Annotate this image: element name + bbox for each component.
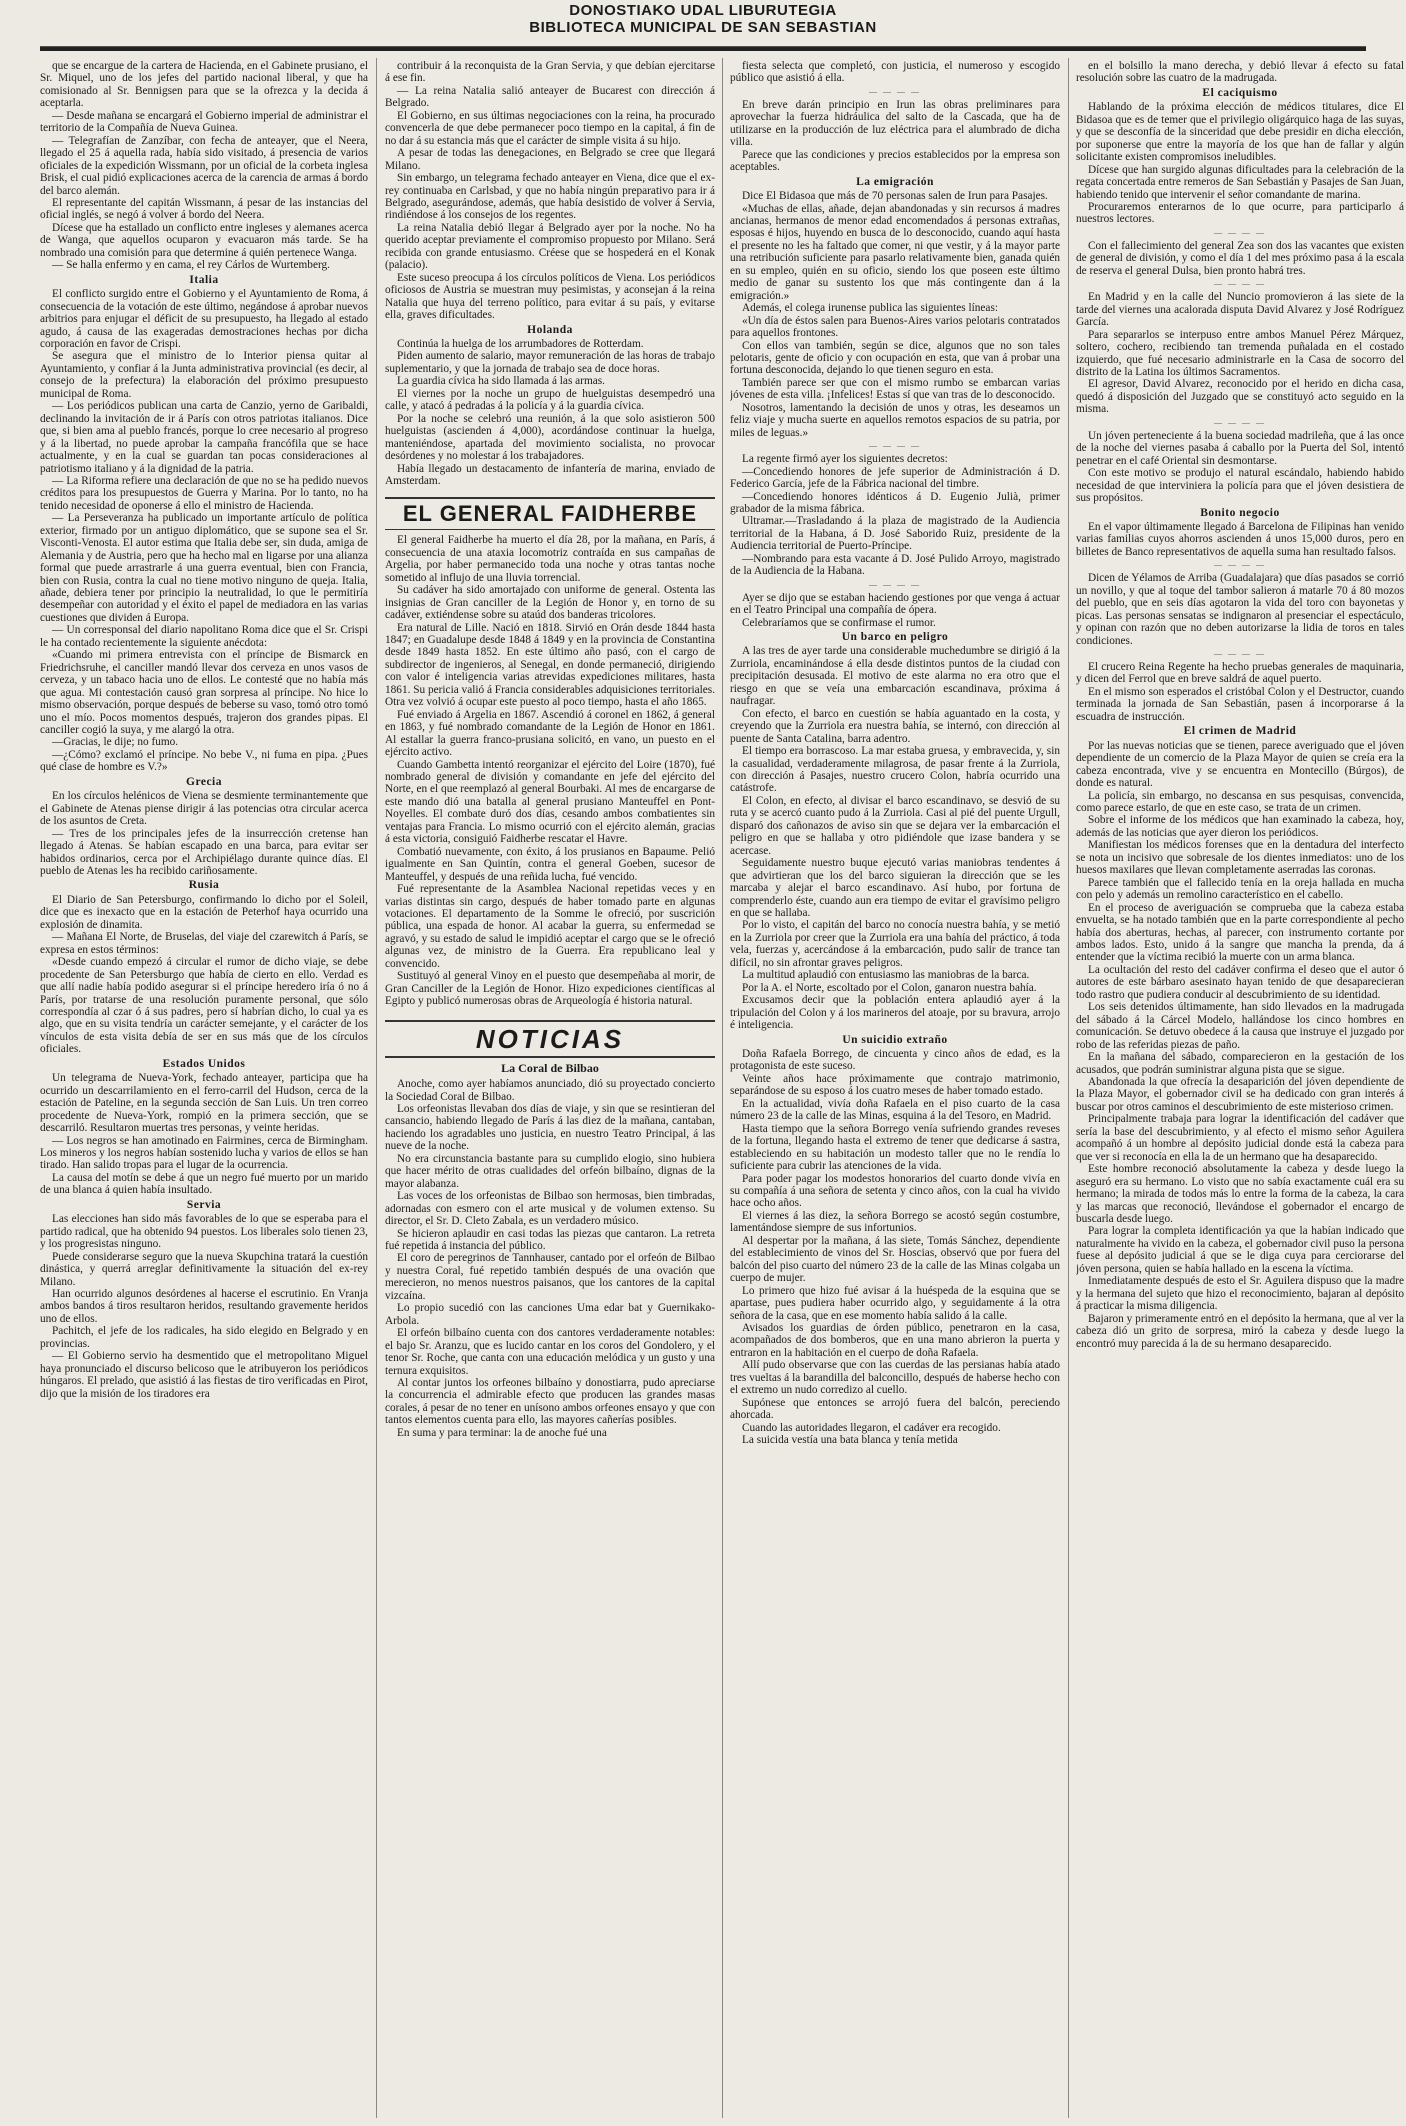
article-paragraph: El Gobierno, en sus últimas negociaciones con la reina, ha procurado convencerla de que debe permanecer poco tiempo en la capital, á fin de no dar á su estancia más que el carácter de simple visita á su hijo. bbox=[385, 109, 715, 147]
article-paragraph: Este suceso preocupa á los círculos políticos de Viena. Los periódicos oficiosos de Austria se muestran muy pesimistas, y aconsejan á la reina Natalia que huya del terreno político, para evitar á su país, y evitarse ella, graves dificultades. bbox=[385, 271, 715, 322]
article-paragraph: Lo propio sucedió con las canciones Uma edar bat y Guernikako-Arbola. bbox=[385, 1302, 715, 1327]
article-paragraph: Allí pudo observarse que con las cuerdas de las persianas había atado tres vueltas á la barandilla del balconcillo, después de haberse hecho con el extremo un nudo corredizo al cuello. bbox=[730, 1359, 1060, 1397]
masthead-rule bbox=[40, 46, 1366, 51]
article-paragraph: También parece ser que con el mismo rumbo se embarcan varias jóvenes de esta villa. ¡Infelices! Estas sí que van tras de lo desconocido. bbox=[730, 376, 1060, 402]
item-separator: — — — — bbox=[869, 579, 921, 589]
library-name-spanish: BIBLIOTECA MUNICIPAL DE SAN SEBASTIAN bbox=[529, 19, 877, 36]
article-paragraph: La guardia cívica ha sido llamada á las armas. bbox=[397, 375, 605, 388]
article-paragraph: — Se halla enfermo y en cama, el rey Cárlos de Wurtemberg. bbox=[52, 259, 330, 272]
column-3 bbox=[730, 60, 1060, 2115]
section-heading: El caciquismo bbox=[1202, 86, 1278, 99]
news-section-title: NOTICIAS bbox=[385, 1020, 715, 1058]
item-separator: — — — — bbox=[1214, 560, 1266, 570]
article-paragraph: Para lograr la completa identificación ya que la habían indicado que naturalmente ha vivido en la cabeza, el gobernador civil puso la persona fuese al depósito judicial á que se le diga cuya para cerciorarse del jóven persona, quien se había hallado en la escena la víctima. bbox=[1076, 1225, 1404, 1275]
article-paragraph: Las voces de los orfeonistas de Bilbao son hermosas, bien timbradas, adornadas con esmero con el arte musical y de volumen extenso. Su director, el Sr. D. Cleto Zabala, es un verdadero músico. bbox=[385, 1190, 715, 1228]
article-paragraph: Excusamos decir que la población entera aplaudió ayer á la tripulación del Colon y á los marineros del atoaje, por su bravura, arrojo é inteligencia. bbox=[730, 994, 1060, 1032]
article-paragraph: El orfeón bilbaíno cuenta con dos cantores verdaderamente notables: el bajo Sr. Aranzu, que es lucido cantar en los coros del Gondolero, y el tenor Sr. Roche, que canta con una educación melódica y un gusto y una ternura exquisitos. bbox=[385, 1327, 715, 1377]
article-paragraph: Con el fallecimiento del general Zea son dos las vacantes que existen de general de división, y como el día 1 del mes próximo pasa á la escala de reserva el general Dulsa, bien pronto habrá tres. bbox=[1076, 239, 1404, 277]
article-paragraph: Un jóven perteneciente á la buena sociedad madrileña, que á las once de la noche del viernes pasaba á caballo por la Puerta del Sol, intentó penetrar en el café Oriental sin desmontarse. bbox=[1076, 429, 1404, 467]
article-paragraph: — La Riforma refiere una declaración de que no se ha pedido nuevos créditos para los presupuestos de Guerra y Marina. Por lo tanto, no ha tenido necesidad de oponerse á ello el ministro de Hacienda. bbox=[40, 474, 368, 512]
article-paragraph: A las tres de ayer tarde una considerable muchedumbre se dirigió á la Zurriola, encaminándose á ella desde distintos puntos de la ciudad con precipitación desusada. El motivo de este alarma no era otro que el riesgo en que se veía una embarcación escandinava, próxima á naufragar. bbox=[730, 645, 1060, 708]
article-paragraph: Había llegado un destacamento de infantería de marina, enviado de Amsterdam. bbox=[385, 462, 715, 487]
article-paragraph: Avisados los guardias de órden público, penetraron en la casa, acompañados de dos bomberos, que en una mano abrieron la puerta y entraron en la habitación en el cuerpo de doña Rafaela. bbox=[730, 1321, 1060, 1359]
section-heading: La emigración bbox=[856, 175, 934, 188]
item-separator: — — — — bbox=[1214, 649, 1266, 659]
article-paragraph: Para separarlos se interpuso entre ambos Manuel Pérez Márquez, soltero, cochero, recibiendo tan tremenda puñalada en el costado izquierdo, que fué necesario administrarle en la Casa de socorro del distrito de la Latina los últimos Sacramentos. bbox=[1076, 328, 1404, 378]
article-paragraph: que se encargue de la cartera de Hacienda, en el Gabinete prusiano, el Sr. Miquel, uno de los jefes del partido nacional liberal, y que ha comisionado al Sr. Bennigsen para que se la ofrezca y la decida á aceptarla. bbox=[40, 60, 368, 110]
article-paragraph: Con ellos van también, según se dice, algunos que no son tales pelotaris, gente de oficio y con ocupación en esta, que van á probar una fortuna desconocida, dejando lo que tienen seguro en esta. bbox=[730, 339, 1060, 377]
column-divider bbox=[1068, 58, 1069, 2118]
article-paragraph: La policía, sin embargo, no descansa en sus pesquisas, convencida, como parece estarlo, de que en este caso, se trata de un crimen. bbox=[1076, 789, 1404, 815]
article-paragraph: El viernes por la noche un grupo de huelguistas desempedró una calle, y atacó á pedradas á la policía y á la guardia cívica. bbox=[385, 387, 715, 413]
article-paragraph: La regente firmó ayer los siguientes decretos: bbox=[742, 453, 948, 466]
article-paragraph: — El Gobierno servio ha desmentido que el metropolitano Miguel haya pronunciado el discurso belicoso que le atribuyeron los periódicos húngaros. El prelado, que asistió á las fiestas de tiro verificadas en Pirot, dijo que la misión de los tiradores era bbox=[40, 1350, 368, 1400]
article-paragraph: El general Faidherbe ha muerto el día 28, por la mañana, en París, á consecuencia de una ataxia locomotriz contraída en sus campañas de Argelia, por haber permanecido toda una noche y otras tantas noche sometido al influjo de una lluvia torrencial. bbox=[385, 534, 715, 584]
article-paragraph: Continúa la huelga de los arrumbadores de Rotterdam. bbox=[397, 337, 644, 350]
article-paragraph: Dicen de Yélamos de Arriba (Guadalajara) que días pasados se corrió un novillo, y que al toque del tambor salieron á matarle 70 á 80 mozos del pueblo, que en seis días agotaron la vida del toro con bayonetas y picas. Las personas sensatas se indignaron al presenciar el espectáculo, y opinan con razón que no deben autorizarse la lidia de toros en tales condiciones. bbox=[1076, 572, 1404, 647]
item-separator: — — — — bbox=[869, 86, 921, 96]
item-separator: — — — — bbox=[1214, 279, 1266, 289]
article-paragraph: — La reina Natalia salió anteayer de Bucarest con dirección á Belgrado. bbox=[385, 84, 715, 110]
column-4 bbox=[1076, 60, 1404, 2115]
section-heading: Servia bbox=[186, 1198, 222, 1211]
article-paragraph: Este hombre reconoció absolutamente la cabeza y desde luego la aseguró era su hermano. Lo visto que no sabía exactamente cuál era su hermano; la mirada de todos más lo entre la forma de la cabeza, la cara y las marcas que reconoció, llevándose el gobernador el encargo de buscarla desde luego. bbox=[1076, 1163, 1404, 1225]
article-paragraph: En el vapor últimamente llegado á Barcelona de Filipinas han venido varias familias cuyos ahorros ascienden á unos 15,000 duros, pero en billetes de Banco representativos de aquella suma han resultado falsos. bbox=[1076, 520, 1404, 558]
section-heading: Grecia bbox=[186, 775, 222, 788]
article-paragraph: —Concediendo honores idénticos á D. Eugenio Julià, primer grabador de la misma fábrica. bbox=[730, 490, 1060, 515]
article-paragraph: — Telegrafían de Zanzíbar, con fecha de anteayer, que el Neera, llegado el 25 á aquella rada, había sido visitado, á presencia de varios oficiales de la expedición Wissmann, por un oficial de la corbeta inglesa Brisk, el cual pidió explicaciones acerca de la carencia de armas á bordo del barco alemán. bbox=[40, 134, 368, 197]
article-paragraph: — Tres de los principales jefes de la insurrección cretense han llegado á Atenas. Se habían escapado en una barca, para evitar ser habidos ordinarios, cerca por el Archipiélago durante quince días. El pueblo de Atenas les ha recibido cariñosamente. bbox=[40, 827, 368, 877]
article-paragraph: Sobre el informe de los médicos que han examinado la cabeza, hoy, además de las noticias que ayer dieron los periódicos. bbox=[1076, 814, 1404, 839]
column-divider bbox=[376, 58, 377, 2118]
article-paragraph: — Desde mañana se encargará el Gobierno imperial de administrar el territorio de la Compañía de Nueva Guinea. bbox=[40, 109, 368, 135]
article-paragraph: Por lo visto, el capitán del barco no conocía nuestra bahía, y se metió en la Zurriola por creer que la Zurriola era una bahía del práctico, á toda vela, fuerzas y, acercándose á la embarcación, pudo salir de trance tan difícil, no sin afrontar graves peligros. bbox=[730, 919, 1060, 969]
article-paragraph: Celebraríamos que se confirmase el rumor. bbox=[742, 616, 936, 629]
article-paragraph: «Un día de éstos salen para Buenos-Aires varios pelotaris contratados para aquellos frontones. bbox=[730, 314, 1060, 340]
article-paragraph: Parece que las condiciones y precios establecidos por la empresa son aceptables. bbox=[730, 148, 1060, 174]
article-paragraph: —Nombrando para esta vacante á D. José Pulido Arroyo, magistrado de la Audiencia de la Habana. bbox=[730, 552, 1060, 578]
item-separator: — — — — bbox=[1214, 417, 1266, 427]
article-paragraph: Hasta tiempo que la señora Borrego venía sufriendo grandes reveses de la fortuna, llegando hasta el extremo de tener que dedicarse á sastra, estableciendo en su habitación un modesto taller que no le rendía lo suficiente para cubrir las atenciones de la vida. bbox=[730, 1122, 1060, 1173]
article-paragraph: en el bolsillo la mano derecha, y debió llevar á efecto su fatal resolución sobre las cuatro de la madrugada. bbox=[1076, 60, 1404, 85]
article-paragraph: En el mismo son esperados el cristóbal Colon y el Destructor, cuando terminada la jornada de San Sebastián, pasen á incorporarse á la escuadra de instrucción. bbox=[1076, 685, 1404, 723]
article-paragraph: Con efecto, el barco en cuestión se había aguantado en la costa, y creyendo que la Zurriola era nuestra bahía, se internó, con dirección al puente de Santa Catalina, barra adentro. bbox=[730, 707, 1060, 745]
article-headline: EL GENERAL FAIDHERBE bbox=[385, 497, 715, 530]
article-paragraph: Lo primero que hizo fué avisar á la huéspeda de la esquina que se apartase, pues pudiera haber ocurrido algo, y seguidamente á la otra señora de la casa, que en ese momento había salido á la calle. bbox=[730, 1284, 1060, 1322]
article-paragraph: El agresor, David Alvarez, reconocido por el herido en dicha casa, quedó á disposición del Juzgado que se constituyó acto seguido en la misma. bbox=[1076, 378, 1404, 416]
article-paragraph: En Madrid y en la calle del Nuncio promovieron á las siete de la tarde del viernes una acalorada disputa David Alvarez y José Rodríguez García. bbox=[1076, 291, 1404, 329]
article-paragraph: Por la noche se celebró una reunión, á la que solo asistieron 500 huelguistas (ascienden á 4,000), acordándose continuar la huelga, manteniéndose, apartada del movimiento socialista, no provocar desórdenes y no molestar á los trabajadores. bbox=[385, 412, 715, 463]
article-paragraph: El representante del capitán Wissmann, á pesar de las instancias del oficial inglés, se negó á volver á bordo del Neera. bbox=[40, 196, 368, 222]
section-heading: Bonito negocio bbox=[1200, 506, 1280, 519]
article-paragraph: Ayer se dijo que se estaban haciendo gestiones por que venga á actuar en el Teatro Principal una compañía de ópera. bbox=[730, 591, 1060, 617]
library-name-basque: DONOSTIAKO UDAL LIBURUTEGIA bbox=[569, 2, 837, 19]
article-paragraph: Han ocurrido algunos desórdenes al hacerse el escrutinio. En Vranja ambos bandos á tiros resultaron heridos, resultando gravemente heridos uno de ellos. bbox=[40, 1287, 368, 1325]
article-paragraph: En suma y para terminar: la de anoche fué una bbox=[397, 1426, 607, 1439]
article-paragraph: Supónese que entonces se arrojó fuera del balcón, pereciendo ahorcada. bbox=[730, 1396, 1060, 1422]
article-paragraph: «Muchas de ellas, añade, dejan abandonadas y sin recursos á madres ancianas, hermanos de menor edad encomendados á personas extrañas, esposas é hijos, huyendo en busca de lo desconocido, cuando aquí hasta el presente no les ha faltado que comer, ni que vestir, y á la mayor parte una retribución suficiente para pasarlo relativamente bien, ganada quién en su empleo, quién en su oficio, siendo los que poseen este último medio de ganar su sustento los que más contingente dan á la emigración.» bbox=[730, 202, 1060, 302]
article-paragraph: Por las nuevas noticias que se tienen, parece averiguado que el jóven dependiente de un comercio de la Plaza Mayor de quien se creía era la cabeza encontrada, vive y se encuentra en Montecillo (Búrgos), de donde es natural. bbox=[1076, 739, 1404, 790]
article-paragraph: Un telegrama de Nueva-York, fechado anteayer, participa que ha ocurrido un descarrilamiento en el ferro-carril del Hudson, cerca de la estación de Pateline, en la segunda sección de San Luis. Un tren correo procedente de Nueva-York, rompió en la primera sección, que se descarriló. Resultaron muertas tres personas, y veinte heridas. bbox=[40, 1072, 368, 1135]
article-paragraph: Además, el colega irunense publica las siguientes líneas: bbox=[742, 302, 998, 315]
article-paragraph: Parece también que el fallecido tenía en la oreja hallada en mucha con pelo y además un remolino característico en el cabello. bbox=[1076, 876, 1404, 902]
article-paragraph: Fué representante de la Asamblea Nacional repetidas veces y en varias distintas sin cargo, después de haber tomado parte en algunas votaciones. El departamento de la Somme le ofreció, por suscrición pública, una espada de honor. Al acabar la guerra, su enfermedad se agravó, y su estado de salud le impidió aceptar el cargo que se le ofreció algunas vez, de ministro de la Guerra. Era republicano leal y convencido. bbox=[385, 883, 715, 970]
item-separator: — — — — bbox=[869, 441, 921, 451]
article-paragraph: La ocultación del resto del cadáver confirma el deseo que el autor ó autores de este bárbaro asesinato hayan tenido de que desaparecieran todo rastro que pudiera conducir al descubrimiento de su identidad. bbox=[1076, 963, 1404, 1001]
article-paragraph: Los seis detenidos últimamente, han sido llevados en la madrugada del sábado á la Cárcel Modelo, hallándose los cinco hombres en comunicación. Se detuvo obedece á la causa que instruye el juzgado por robo de las referidas piezas de paño. bbox=[1076, 1001, 1404, 1051]
article-paragraph: Pachitch, el jefe de los radicales, ha sido elegido en Belgrado y en provincias. bbox=[40, 1325, 368, 1350]
article-paragraph: Era natural de Lille. Nació en 1818. Sirvió en Orán desde 1844 hasta 1847; en Guadalupe desde 1848 á 1849 y en la provincia de Constantina desde 1849 hasta 1852. En este último año pasó, con el cargo de subdirector de ingenieros, al Senegal, en donde permaneció, dirigiendo con valor é inteligencia varias atrevidas expediciones militares, hasta 1861. Su pericia valió á Francia considerables adquisiciones territoriales. Otra vez volvió á ocupar este puesto al poco tiempo, hasta el año 1865. bbox=[385, 621, 715, 709]
article-paragraph: Con este motivo se produjo el natural escándalo, habiendo habido necesidad de que interviniera la policía para que el jóven desistiera de sus propósitos. bbox=[1076, 467, 1404, 505]
news-item-heading: La Coral de Bilbao bbox=[501, 1060, 599, 1075]
article-paragraph: El tiempo era borrascoso. La mar estaba gruesa, y embravecida, y, sin la casualidad, verdaderamente milagrosa, de pasar frente á la Zurriola, con dirección á Pasajes, nuestro crucero Colon, habría ocurrido una catástrofe. bbox=[730, 745, 1060, 795]
masthead bbox=[0, 0, 1406, 58]
article-paragraph: — Mañana El Norte, de Bruselas, del viaje del czarewitch á París, se expresa en estos términos: bbox=[40, 931, 368, 956]
section-heading: Un suicidio extraño bbox=[842, 1033, 948, 1046]
article-paragraph: Fué enviado á Argelia en 1867. Ascendió á coronel en 1862, á general en 1863, y fué nombrado comandante de la Legión de Honor en 1861. Al estallar la guerra franco-prusiana solicitó, en vano, un puesto en el ejército activo. bbox=[385, 708, 715, 759]
article-paragraph: En los círculos helénicos de Viena se desmiente terminantemente que el Gabinete de Atenas piense dirigir á las potencias otra circular acerca de los asuntos de Creta. bbox=[40, 790, 368, 828]
article-paragraph: «Cuando mi primera entrevista con el príncipe de Bismarck en Friedrichsruhe, el canciller mandó llevar dos cerveza en unos vasos de cerveza, y un tabaco hacia uno de ellos. Le contesté que no había más que agua. Mi contestación causó gran sorpresa al príncipe. No hice lo mismo observación, porque después de beberse su vaso, tomó otro tomó uno el mío. Pocos momentos después, trajeron dos grandes pipas. El canciller cogió la suya, y me alargó la otra. bbox=[40, 649, 368, 737]
article-paragraph: El conflicto surgido entre el Gobierno y el Ayuntamiento de Roma, á consecuencia de la votación de este último, negándose á aprobar nuevos arbitrios para enjugar el déficit de su presupuesto, ha llegado al estado agudo, á causa de las exageradas demostraciones hechas por dicha corporación en favor de Crispi. bbox=[40, 288, 368, 350]
article-paragraph: Sustituyó al general Vinoy en el puesto que desempeñaba al morir, de Gran Canciller de la Legión de Honor. Hizo expediciones científicas al Egipto y publicó numerosas obras de Arqueología é historia natural. bbox=[385, 970, 715, 1008]
article-paragraph: En la mañana del sábado, comparecieron en la gestación de los acusados, que podrán suministrar alguna pista que se sigue. bbox=[1076, 1051, 1404, 1076]
article-paragraph: Cuando las autoridades llegaron, el cadáver era recogido. bbox=[742, 1421, 1001, 1434]
article-paragraph: contribuir á la reconquista de la Gran Servia, y que debían ejercitarse á ese fin. bbox=[385, 60, 715, 85]
article-paragraph: Seguidamente nuestro buque ejecutó varias maniobras tendentes á que advirtieran que los del barco siguieran la dirección que se les marcaba y alejar el barco escandinavo. Así hubo, por fortuna de comprenderlo éste, cuando aun era tiempo de evitar el gravísimo peligro en que se hallaba. bbox=[730, 857, 1060, 919]
article-paragraph: Piden aumento de salario, mayor remuneración de las horas de trabajo suplementario, y que la jornada de trabajo sea de doce horas. bbox=[385, 350, 715, 375]
article-paragraph: Su cadáver ha sido amortajado con uniforme de general. Ostenta las insignias de Gran canciller de la Legión de Honor y, en torno de su cadáver, extiéndense sobre su ataúd dos banderas tricolores. bbox=[385, 584, 715, 622]
article-paragraph: Al contar juntos los orfeones bilbaíno y donostiarra, pudo apreciarse la concurrencia el admirable efecto que producen las grandes masas corales, á pesar de no tener en unísono ambos orfeones ensayo y que con tantos elementos cuenta para ello, las mayores cañerías posibles. bbox=[385, 1376, 715, 1427]
article-paragraph: —Gracias, le dije; no fumo. bbox=[52, 736, 179, 749]
article-paragraph: — Un corresponsal del diario napolitano Roma dice que el Sr. Crispi le ha contado recientemente la siguiente anécdota: bbox=[40, 624, 368, 649]
article-paragraph: — Los negros se han amotinado en Fairmines, cerca de Birmingham. Los mineros y los negros habían sostenido lucha y varios de ellos se han tirado. Han salido tropas para el lugar de la ocurrencia. bbox=[40, 1134, 368, 1172]
article-paragraph: —¿Cómo? exclamó el príncipe. No bebe V., ni fuma en pipa. ¿Pues qué clase de hombre es V.?» bbox=[40, 748, 368, 774]
article-paragraph: Manifiestan los médicos forenses que en la dentadura del interfecto se nota un incisivo que sobresale de los dientes inmediatos: uno de los huesos maxilares que llevan completamente aserradas las coronas. bbox=[1076, 839, 1404, 877]
item-separator: — — — — bbox=[1214, 227, 1266, 237]
article-paragraph: En breve darán principio en Irun las obras preliminares para aprovechar la fuerza hidráulica del salto de la Cascada, que ha de utilizarse en la producción de luz eléctrica para el alumbrado de dicha villa. bbox=[730, 98, 1060, 149]
article-paragraph: Cuando Gambetta intentó reorganizar el ejército del Loire (1870), fué nombrado general de división y comandante en jefe del ejército del Norte, en el que reemplazó al general Bourbaki. Al mes de encargarse de este mando dió una batalla al general prusiano Manteuffel en Pont-Noyelles. El combate duró dos días, cesando ambos combatientes sin ventajas para Francia. Lo mismo ocurrió con el ejército alemán, gracias á esta victoria, consiguió Faidherbe rescatar el Havre. bbox=[385, 758, 715, 846]
article-paragraph: El Diario de San Petersburgo, confirmando lo dicho por el Soleil, dice que es inexacto que en la estación de Peterhof haya ocurrido una explosión de dinamita. bbox=[40, 893, 368, 931]
article-paragraph: Procuraremos enterarnos de lo que ocurre, para participarlo á nuestros lectores. bbox=[1076, 200, 1404, 226]
article-paragraph: Por la A. el Norte, escoltado por el Colon, ganaron nuestra bahía. bbox=[742, 981, 1037, 994]
article-paragraph: El Colon, en efecto, al divisar el barco escandinavo, se desvió de su ruta y se acercó cuanto pudo á la Zurriola. Casi al pié del puente Urgull, disparó dos cañonazos de aviso sin que se dejara ver la embarcación el peligro en que se hallaba y otro pidiéndole que izase bandera y se acercase. bbox=[730, 794, 1060, 857]
article-paragraph: Hablando de la próxima elección de médicos titulares, dice El Bidasoa que es de temer que el privilegio oligárquico haga de las suyas, y que se desconfía de la sinceridad que debe presidir en dicha elección, por suponerse que entre la mayoría de los que han de fallar y algún solicitante existen compromisos ineludibles. bbox=[1076, 101, 1404, 164]
article-paragraph: Puede considerarse seguro que la nueva Skupchina tratará la cuestión dinástica, y querrá arreglar definitivamente la situación del ex-rey Milano. bbox=[40, 1250, 368, 1288]
article-paragraph: En el proceso de averiguación se comprueba que la cabeza estaba envuelta, se ha notado también que en la parte correspondiente al pecho había dos aberturas, hechas, al parecer, con instrumento cortante por ambos lados. Esto, unido á la sangre que mancha la prenda, da á entender que la víctima recibió la muerte con un arma blanca. bbox=[1076, 901, 1404, 964]
article-paragraph: —Concediendo honores de jefe superior de Administración á D. Federico García, jefe de la Fábrica nacional del timbre. bbox=[730, 465, 1060, 491]
article-paragraph: Nosotros, lamentando la decisión de unos y otras, les deseamos un feliz viaje y mucha suerte en aquellos remotos espacios de su patria, por miles de leguas.» bbox=[730, 401, 1060, 439]
article-paragraph: Al despertar por la mañana, á las siete, Tomás Sánchez, dependiente del establecimiento de vinos del Sr. Hoscias, observó que por fuera del balcón del piso cuarto del número 23 de la calle de las Minas colgaba un cuerpo de mujer. bbox=[730, 1234, 1060, 1285]
article-paragraph: Sin embargo, un telegrama fechado anteayer en Viena, dice que el ex-rey continuaba en Carlsbad, y que no había ningún preparativo para ir á Belgrado, asegurándose, además, que había desistido de volver á Servia, rindiéndose á los consejos de los regentes. bbox=[385, 172, 715, 222]
article-paragraph: Abandonada la que ofrecía la desaparición del jóven dependiente de la Plaza Mayor, el gobernador civil se ha dedicado con gran interés á buscar por otros caminos el descubrimiento de este misterioso crimen. bbox=[1076, 1075, 1404, 1113]
article-paragraph: Dice El Bidasoa que más de 70 personas salen de Irun para Pasajes. bbox=[742, 190, 1048, 203]
column-divider bbox=[722, 58, 723, 2118]
article-paragraph: Los orfeonistas llevaban dos días de viaje, y sin que se resintieran del cansancio, habiendo llegado de París á las diez de la mañana, cantaban, haciendo los agradables uno justicia, en nuestro Teatro Principal, á las nueve de la noche. bbox=[385, 1102, 715, 1153]
article-paragraph: Veinte años hace próximamente que contrajo matrimonio, separándose de su esposo á los cuatro meses de haber tomado estado. bbox=[730, 1072, 1060, 1098]
article-paragraph: El viernes á las diez, la señora Borrego se acostó según costumbre, lamentándose siempre de sus infortunios. bbox=[730, 1209, 1060, 1235]
article-paragraph: Dícese que han surgido algunas dificultades para la celebración de la regata concertada entre remeros de San Sebastián y Pasajes de San Juan, habiendo tenido que intervenir el señor comandante de marina. bbox=[1076, 163, 1404, 201]
article-paragraph: La reina Natalia debió llegar á Belgrado ayer por la noche. No ha querido aceptar previamente el compromiso propuesto por Milano. Será recibida con grande entusiasmo. Créese que se hospederá en el Konak (palacio). bbox=[385, 221, 715, 272]
section-heading: Holanda bbox=[527, 323, 573, 336]
article-paragraph: El coro de peregrinos de Tannhauser, cantado por el orfeón de Bilbao y nuestra Coral, fué repetido también después de una ovación que merecieron, no menos nuestros paisanos, que los cantores de la capital vizcaína. bbox=[385, 1252, 715, 1302]
article-paragraph: fiesta selecta que completó, con justicia, el numeroso y escogido público que asistió á ella. bbox=[730, 60, 1060, 85]
article-paragraph: Doña Rafaela Borrego, de cincuenta y cinco años de edad, es la protagonista de este suceso. bbox=[730, 1047, 1060, 1073]
section-heading: Un barco en peligro bbox=[841, 631, 949, 644]
article-paragraph: A pesar de todas las denegaciones, en Belgrado se cree que llegará Milano. bbox=[385, 147, 715, 172]
column-2 bbox=[385, 60, 715, 2115]
article-paragraph: La multitud aplaudió con entusiasmo las maniobras de la barca. bbox=[742, 969, 1030, 982]
article-paragraph: Las elecciones han sido más favorables de lo que se esperaba para el partido radical, que ha obtenido 94 puestos. Los liberales solo tienen 23, y los progresistas ninguno. bbox=[40, 1213, 368, 1251]
article-paragraph: Ultramar.—Trasladando á la plaza de magistrado de la Audiencia territorial de la Habana, á D. José Saborido Ruiz, presidente de la Audiencia territorial de Puerto-Príncipe. bbox=[730, 515, 1060, 553]
article-paragraph: No era circunstancia bastante para su cumplido elogio, sino hubiera que hacer mérito de otras cualidades del orfeón bilbaíno, dignas de la mayor alabanza. bbox=[385, 1152, 715, 1190]
article-paragraph: Combatió nuevamente, con éxito, á los prusianos en Bapaume. Pelió igualmente en San Quintín, contra el general Goeben, sucesor de Manteuffel, y después de una reñida lucha, fué vencido. bbox=[385, 845, 715, 883]
article-paragraph: Se asegura que el ministro de lo Interior piensa quitar al Ayuntamiento, y confiar á la Junta administrativa provincial (es decir, al consejo de la prefectura) la elaboración del próximo presupuesto municipal de Roma. bbox=[40, 350, 368, 400]
section-heading: Italia bbox=[189, 273, 219, 286]
column-1 bbox=[40, 60, 368, 2115]
article-paragraph: Principalmente trabaja para lograr la identificación del cadáver que sería la base del descubrimiento, y al efecto el mismo señor Aguilera acompañó á un hombre al depósito judicial donde está la cabeza para que ver si reconocía en ella la de un hermano que ha desaparecido. bbox=[1076, 1113, 1404, 1163]
section-heading: Rusia bbox=[188, 879, 220, 892]
article-paragraph: Se hicieron aplaudir en casi todas las piezas que cantaron. La retreta fué repetida á instancia del público. bbox=[385, 1227, 715, 1252]
article-paragraph: — La Perseveranza ha publicado un importante artículo de política exterior, firmado por un antiguo diplomático, que se supone sea el Sr. Visconti-Venosta. El autor estima que Italia debe ser, sin duda, amiga de Alemania y de Austria, pero que ha hecho mal en ligarse por una alianza formal que puede arrastrarle á una guerra eventual, bien con Francia, bien con Rusia, contra la cual no tiene motivo ninguno de queja. Italia, añade, debiera tener por principio la neutralidad, lo que le permitiría desempeñar con autoridad y el éxito el papel de mediadora en las varias cuestiones que dividen á Europa. bbox=[40, 512, 368, 624]
article-paragraph: «Desde cuando empezó á circular el rumor de dicho viaje, se debe procedente de San Petersburgo que había de cierto en ello. Verdad es que allí nadie había podido asegurar si el príncipe heredero iría ó no á París, por tratarse de una resolución puramente personal, que sólo correspondía al czar ó á sus padres, pero sí habrían dicho, lo cual ya es algo, que en su visita tendría un carácter semejante, y el carácter de los vínculos de esta visita debía de ser en sus más que de los círculos oficiales. bbox=[40, 956, 368, 1056]
article-paragraph: La causa del motín se debe á que un negro fué muerto por un marido de una blanca á quien había insultado. bbox=[40, 1171, 368, 1197]
article-paragraph: En la actualidad, vivía doña Rafaela en el piso cuarto de la casa número 23 de la calle de las Minas, esquina á la del Tesoro, en Madrid. bbox=[730, 1097, 1060, 1123]
article-paragraph: — Los periódicos publican una carta de Canzio, yerno de Garibaldi, declinando la invitación de ir á París con otros patriotas italianos. Dice que, si bien ama al pueblo francés, porque lo cree necesario al progreso y á la libertad, no puede aprobar la campaña francófila que se hace actualmente, y en la cual se guardan tan pocas consideraciones al patriotismo italiano y á la dignidad de la patria. bbox=[40, 400, 368, 475]
article-paragraph: La suicida vestía una bata blanca y tenía metida bbox=[742, 1434, 958, 1447]
article-paragraph: Para poder pagar los modestos honorarios del cuarto donde vivía en su compañía á una señora de setenta y cinco años, con la cual ha vivido hace ocho años. bbox=[730, 1172, 1060, 1210]
article-paragraph: Inmediatamente después de esto el Sr. Aguilera dispuso que la madre y la hermana del sujeto que hizo el reconocimiento, bajaran al depósito á practicar la misma diligencia. bbox=[1076, 1275, 1404, 1313]
article-paragraph: El crucero Reina Regente ha hecho pruebas generales de maquinaria, y dicen del Ferrol que en breve saldrá de aquel puerto. bbox=[1076, 661, 1404, 686]
section-heading: Estados Unidos bbox=[162, 1057, 246, 1070]
article-paragraph: Bajaron y primeramente entró en el depósito la hermana, que al ver la cabeza dió un grito de sorpresa, miró la cabeza y desde luego la encontró muy parecida á la de su hermano desaparecido. bbox=[1076, 1312, 1404, 1350]
section-heading: El crimen de Madrid bbox=[1183, 725, 1297, 738]
article-paragraph: Dícese que ha estallado un conflicto entre ingleses y alemanes acerca de Wanga, que aquellos ocuparon y evacuaron más tarde. Se ha nombrado una comisión para que determine á quién pertenece Wanga. bbox=[40, 221, 368, 259]
article-paragraph: Anoche, como ayer habíamos anunciado, dió su proyectado concierto la Sociedad Coral de Bilbao. bbox=[385, 1078, 715, 1103]
